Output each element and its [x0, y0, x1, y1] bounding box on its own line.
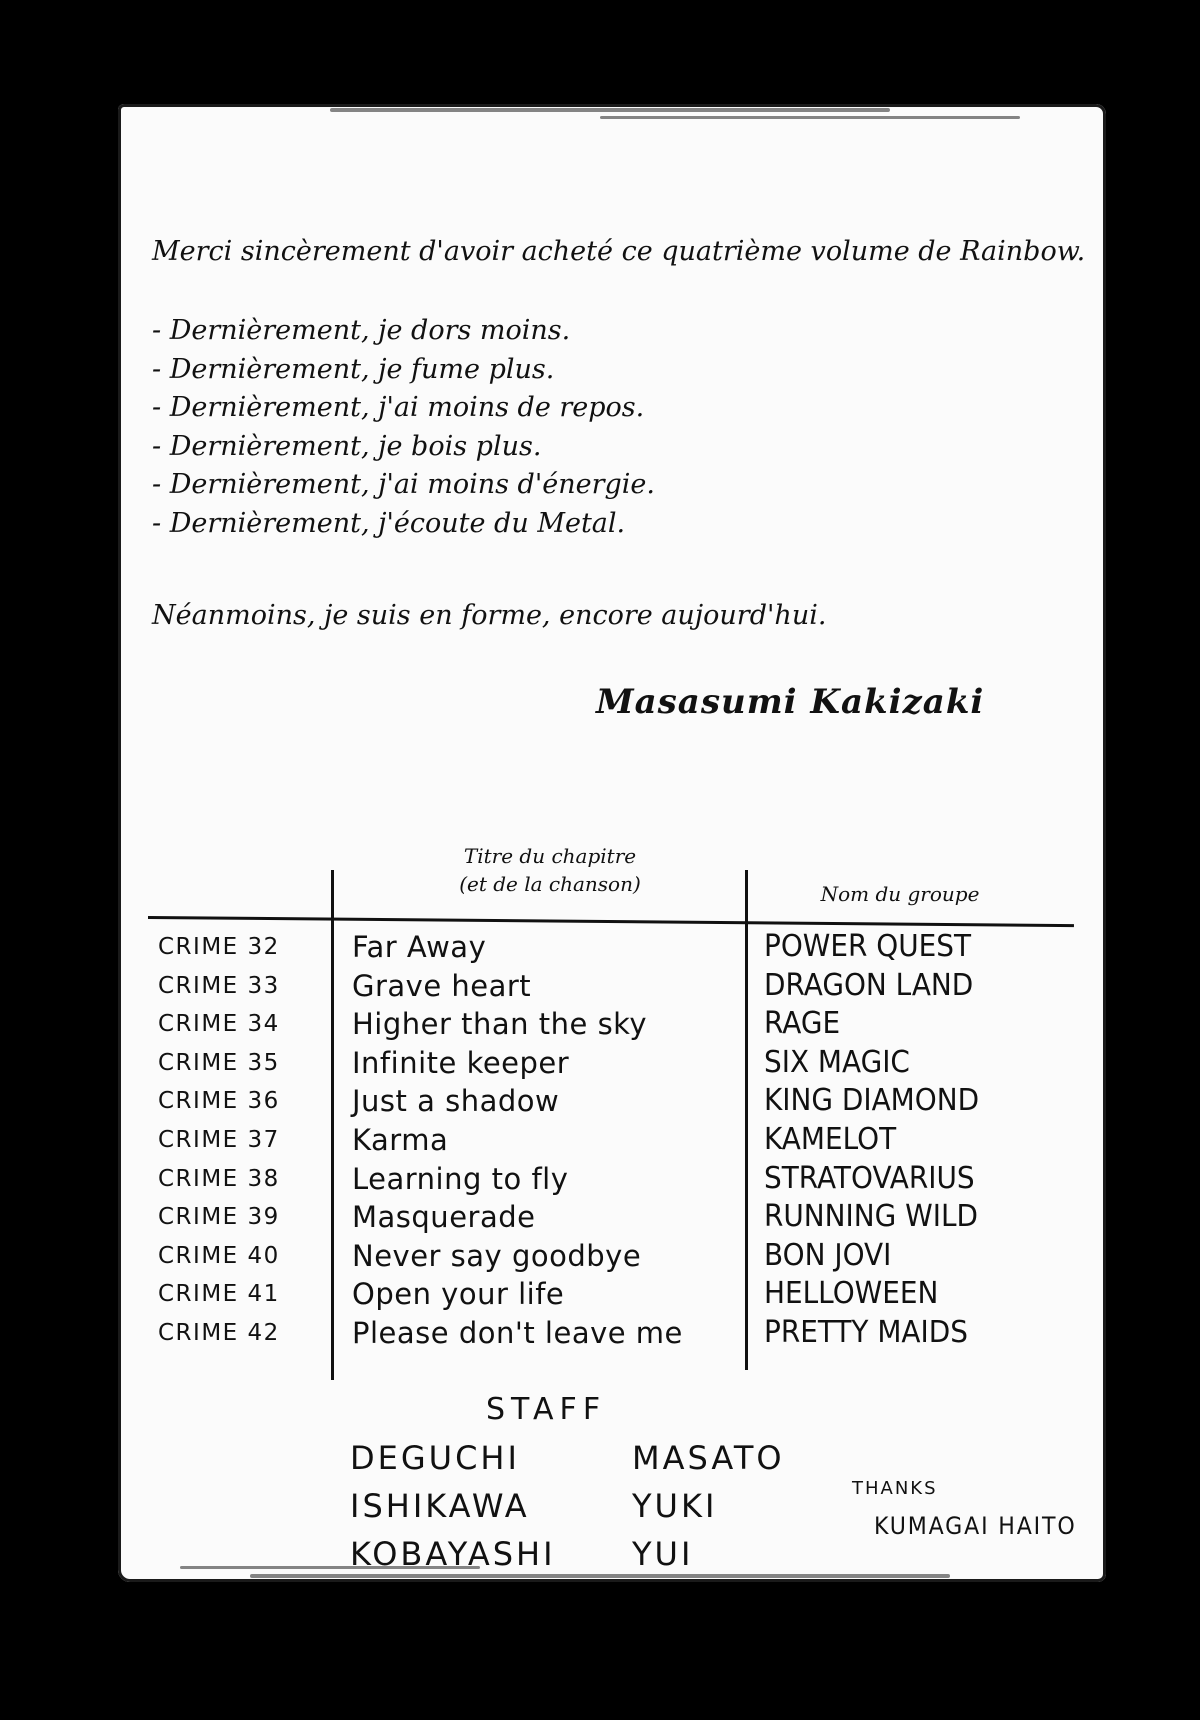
band-cell: RAGE: [764, 1006, 841, 1042]
bullet-item: - Dernièrement, j'écoute du Metal.: [152, 507, 626, 539]
band-cell: KAMELOT: [764, 1121, 897, 1157]
band-cell: STRATOVARIUS: [764, 1160, 975, 1196]
title-cell: Learning to fly: [352, 1161, 569, 1196]
table-column-divider: [745, 870, 748, 1370]
brush-stroke-top: [330, 108, 890, 112]
title-column: [352, 928, 683, 1353]
staff-first-name: YUKI: [632, 1487, 718, 1525]
staff-last-name: ISHIKAWA: [350, 1487, 530, 1525]
column-header-title: Titre du chapitre (et de la chanson): [459, 844, 641, 896]
author-signature: Masasumi Kakizaki: [596, 682, 985, 722]
bullet-item: - Dernièrement, je bois plus.: [152, 430, 542, 462]
title-cell: Grave heart: [352, 968, 532, 1003]
crime-cell: CRIME 35: [158, 1049, 280, 1076]
band-cell: BON JOVI: [764, 1237, 892, 1273]
staff-member: [350, 1434, 785, 1482]
staff-member: [350, 1530, 785, 1578]
band-column: [764, 928, 995, 1353]
crime-cell: CRIME 37: [158, 1126, 280, 1153]
crime-cell: CRIME 42: [158, 1319, 280, 1346]
crime-column: [158, 928, 280, 1353]
title-cell: Infinite keeper: [352, 1045, 570, 1080]
brush-stroke-top-2: [600, 116, 1020, 119]
bullet-item: - Dernièrement, j'ai moins d'énergie.: [152, 469, 655, 500]
title-cell: Just a shadow: [352, 1084, 560, 1119]
band-cell: DRAGON LAND: [764, 967, 974, 1003]
crime-cell: CRIME 39: [158, 1204, 280, 1231]
column-header-band: Nom du groupe: [820, 882, 980, 906]
band-cell: KING DIAMOND: [764, 1083, 980, 1119]
crime-cell: CRIME 34: [158, 1011, 280, 1038]
title-cell: Open your life: [352, 1277, 565, 1312]
staff-list: [350, 1434, 785, 1578]
bullet-list: [152, 312, 655, 543]
title-cell: Please don't leave me: [352, 1315, 683, 1350]
crime-cell: CRIME 33: [158, 972, 280, 999]
thanks-name: KUMAGAI HAITO: [874, 1512, 1077, 1540]
bullet-item: - Dernièrement, je dors moins.: [152, 315, 571, 346]
staff-member: [350, 1482, 785, 1530]
crime-cell: CRIME 38: [158, 1165, 280, 1192]
band-cell: SIX MAGIC: [764, 1044, 910, 1080]
band-cell: HELLOWEEN: [764, 1276, 939, 1312]
table-column-divider: [331, 870, 334, 1380]
staff-last-name: KOBAYASHI: [350, 1535, 556, 1573]
title-cell: Masquerade: [352, 1200, 536, 1235]
band-cell: PRETTY MAIDS: [764, 1314, 968, 1350]
staff-first-name: YUI: [632, 1535, 694, 1573]
staff-heading: STAFF: [486, 1392, 607, 1427]
crime-cell: CRIME 40: [158, 1242, 280, 1269]
title-cell: Never say goodbye: [352, 1238, 642, 1273]
staff-first-name: MASATO: [632, 1439, 785, 1477]
bullet-item: - Dernièrement, je fume plus.: [152, 353, 555, 385]
closing-line: Néanmoins, je suis en forme, encore aujourd'hui.: [152, 600, 827, 631]
band-cell: RUNNING WILD: [764, 1199, 978, 1235]
staff-last-name: DEGUCHI: [350, 1439, 520, 1477]
thanks-label: THANKS: [852, 1478, 938, 1499]
crime-cell: CRIME 36: [158, 1088, 280, 1115]
crime-cell: CRIME 41: [158, 1281, 280, 1308]
band-cell: POWER QUEST: [764, 929, 972, 964]
title-cell: Higher than the sky: [352, 1007, 648, 1042]
intro-line: Merci sincèrement d'avoir acheté ce quatrième volume de Rainbow.: [152, 236, 1086, 267]
title-cell: Far Away: [352, 930, 487, 964]
bullet-item: - Dernièrement, j'ai moins de repos.: [152, 392, 645, 423]
title-cell: Karma: [352, 1122, 449, 1157]
crime-cell: CRIME 32: [158, 934, 280, 960]
